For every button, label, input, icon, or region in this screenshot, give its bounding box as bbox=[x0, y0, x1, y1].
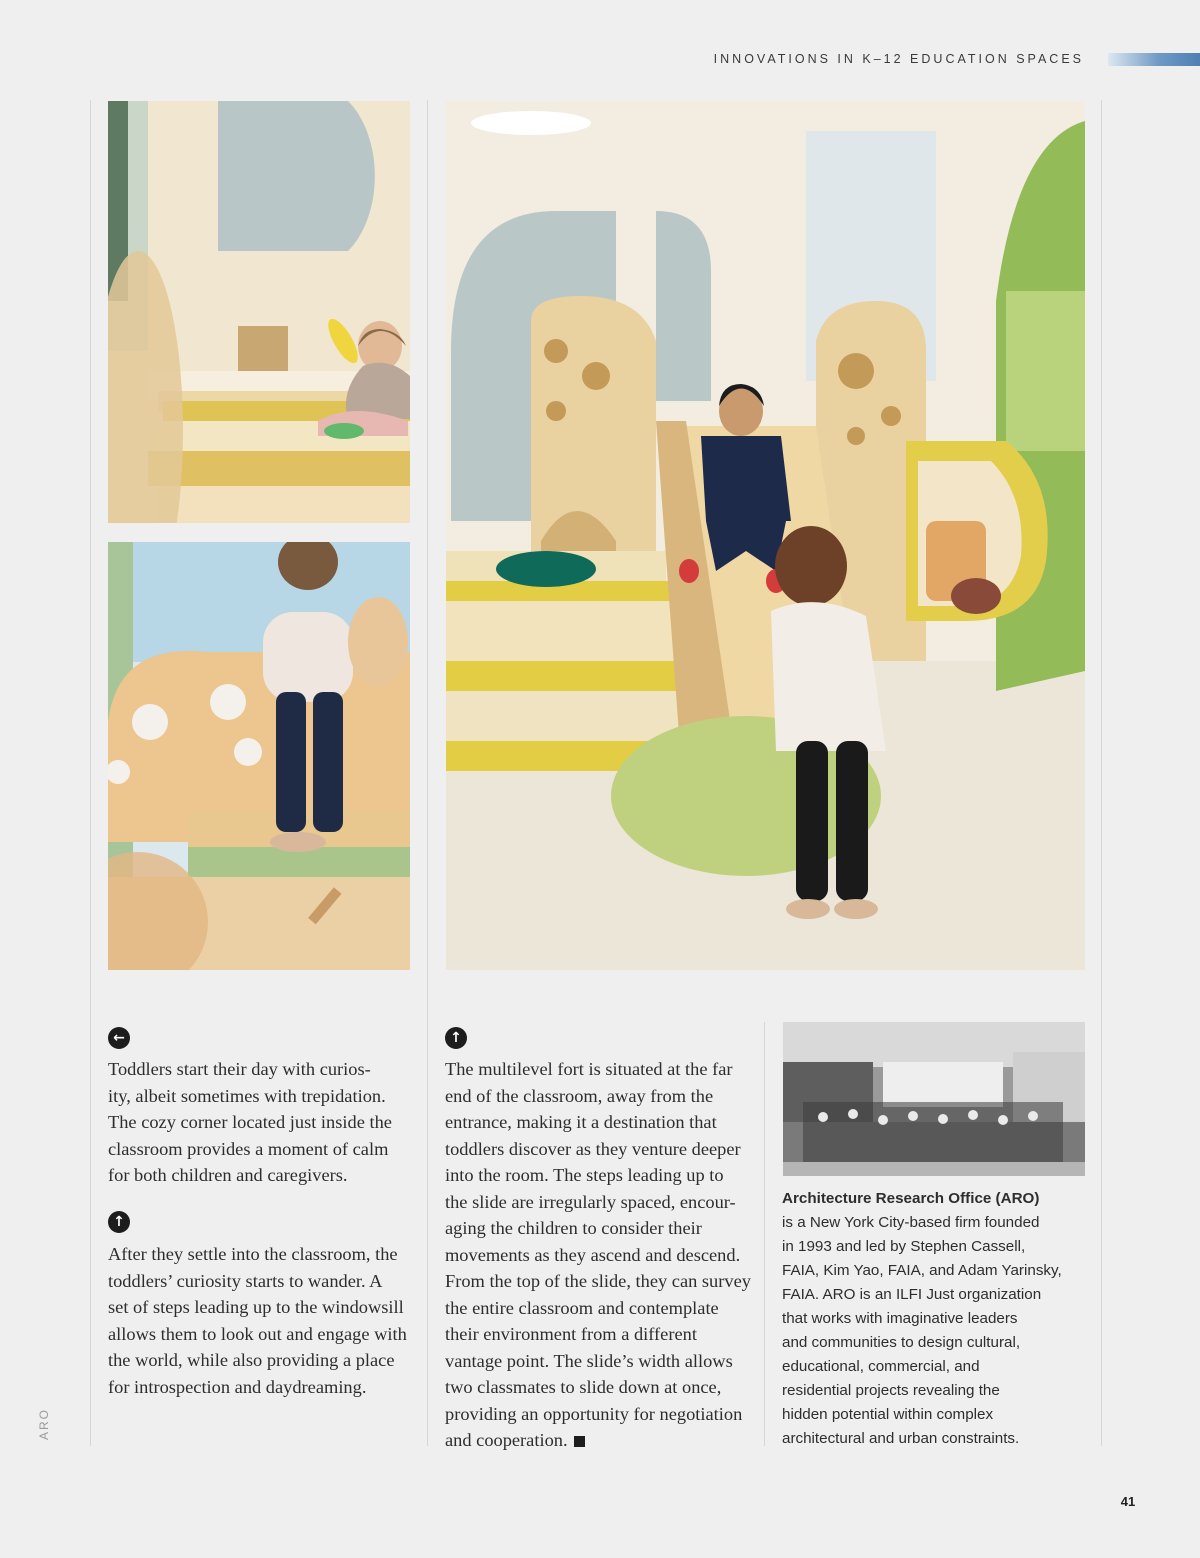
photo-multilevel-fort bbox=[446, 101, 1085, 970]
running-title: INNOVATIONS IN K–12 EDUCATION SPACES bbox=[713, 52, 1084, 66]
photo-credit: ARO bbox=[37, 1407, 51, 1440]
column-rule-edge bbox=[1101, 100, 1102, 1446]
header-accent-bar bbox=[1108, 53, 1200, 66]
end-of-story-mark bbox=[574, 1436, 585, 1447]
arrow-up-icon: ↑ bbox=[108, 1211, 130, 1233]
caption-windowsill: After they settle into the classroom, the toddlers’ curiosity starts to wander. A set of steps leading up to the windowsill allows them to look out and engage with the world, while also providing a place for introspection and daydreaming. bbox=[108, 1244, 407, 1397]
firm-description: is a New York City-based firm founded in 1993 and led by Stephen Cassell, FAIA, Kim Yao, FAIA, and Adam Yarinsky, FAIA. ARO is an ILFI Just organization that works with imaginative leaders and communities to design cultural, educational, commercial, and residential projects revealing the hidden potential within complex architectural and urban constraints. bbox=[782, 1214, 1062, 1447]
arrow-left-icon: ← bbox=[108, 1027, 130, 1049]
caption-fort-text: The multilevel fort is situated at the far end of the classroom, away from the entrance, making it a destination that toddlers discover as they venture deeper into the room. The steps leading up to the slide are irregularly spaced, encour- aging the children to consider their movements as they ascend and descend. From the top of the slide, they can survey the entire classroom and contemplate their environment from a different vantage point. The slide’s width allows two classmates to slide down at once, providing an opportunity for negotiation and cooperation. bbox=[445, 1059, 751, 1450]
column-rule-left bbox=[90, 100, 91, 1446]
firm-bio bbox=[782, 1187, 1082, 1451]
caption-multilevel-fort bbox=[445, 1056, 755, 1454]
arrow-up-icon: ↑ bbox=[445, 1027, 467, 1049]
photo-cozy-corner bbox=[108, 101, 410, 523]
photo-aro-team bbox=[783, 1022, 1085, 1176]
firm-name: Architecture Research Office (ARO) bbox=[782, 1190, 1040, 1207]
photo-windowsill bbox=[108, 542, 410, 970]
column-rule-center bbox=[427, 100, 428, 1446]
column-rule-right bbox=[764, 1022, 765, 1446]
page-number: 41 bbox=[1120, 1494, 1136, 1509]
caption-cozy-corner: Toddlers start their day with curios- ity, albeit sometimes with trepidation. The cozy corner located just inside the classroom provides a moment of calm for both children and caregivers. bbox=[108, 1059, 392, 1185]
